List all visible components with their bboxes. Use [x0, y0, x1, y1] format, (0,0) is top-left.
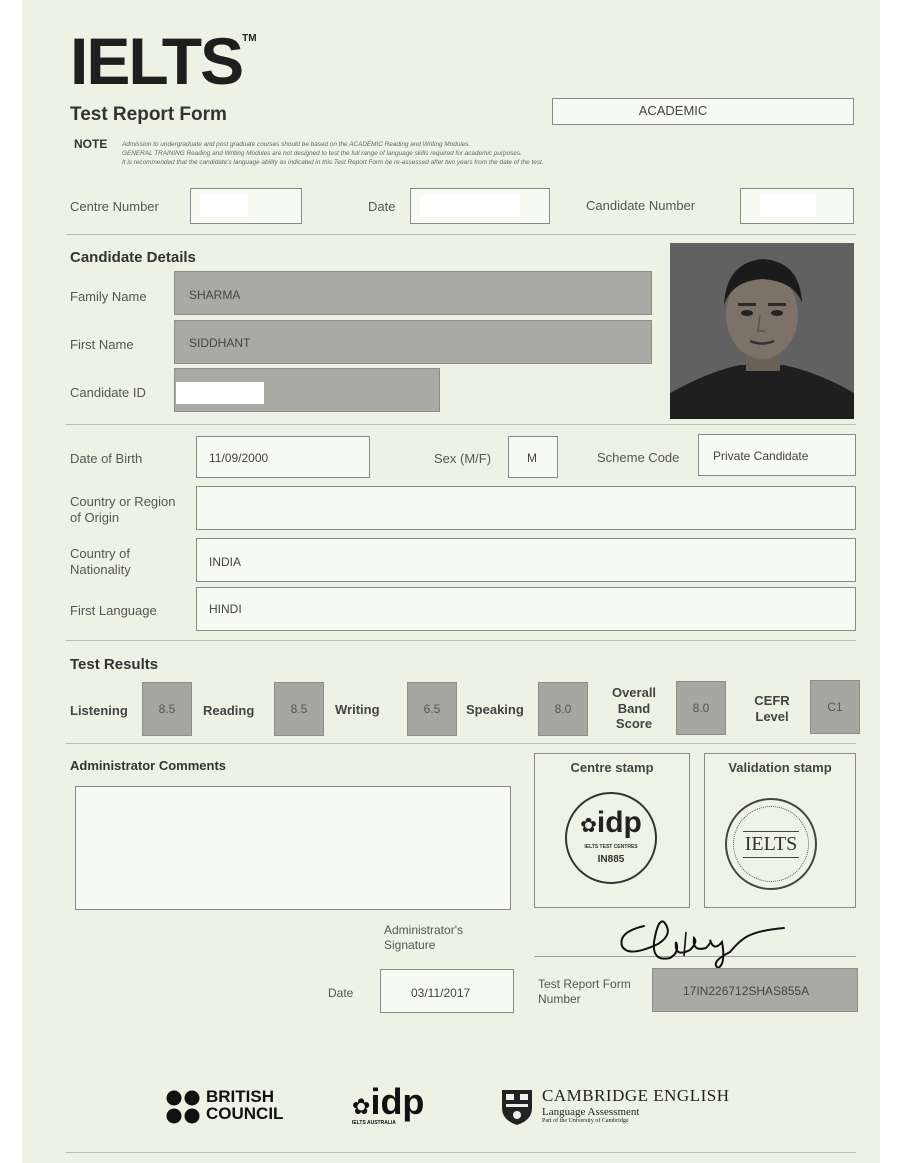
logo-text: IELTS — [70, 24, 243, 98]
ielts-seal — [725, 798, 817, 890]
listening-score: 8.5 — [142, 682, 192, 736]
test-results-title: Test Results — [70, 656, 159, 673]
note-label: NOTE — [74, 137, 108, 151]
writing-label: Writing — [335, 702, 380, 717]
cambridge-line: Language Assessment — [542, 1106, 640, 1118]
note-line: GENERAL TRAINING Reading and Writing Modules are not designed to test the full range of language skills required for academic purposes. — [122, 150, 522, 157]
cambridge-shield-icon — [500, 1088, 534, 1126]
country-origin-field — [196, 486, 856, 530]
first-name-label: First Name — [70, 337, 134, 352]
idp-stamp — [565, 792, 657, 884]
family-name-field — [174, 271, 652, 315]
dob-value: 11/09/2000 — [209, 451, 269, 465]
idp-swirl-icon: ✿ — [352, 1094, 371, 1119]
ielts-seal-text: IELTS — [743, 831, 800, 858]
first-language-label: First Language — [70, 603, 157, 618]
sex-label: Sex (M/F) — [434, 451, 492, 466]
listening-label: Listening — [70, 703, 128, 718]
country-origin-label — [70, 494, 176, 527]
speaking-score: 8.0 — [538, 682, 588, 736]
validation-stamp-box — [704, 753, 856, 908]
overall-label-line: Band — [617, 700, 651, 716]
british-council-dots-icon — [166, 1090, 202, 1126]
cambridge-text — [542, 1086, 729, 1124]
country-origin-label-line: Country or Region — [70, 494, 176, 509]
idp-stamp-sub: IELTS TEST CENTRES — [584, 844, 638, 850]
note-text — [122, 140, 822, 167]
cefr-level-value: C1 — [810, 680, 860, 734]
cambridge-line: CAMBRIDGE ENGLISH — [542, 1086, 730, 1105]
country-origin-label-line: of Origin — [70, 510, 120, 526]
idp-logo-mark — [352, 1081, 452, 1122]
dob-field — [196, 436, 370, 478]
speaking-label: Speaking — [466, 702, 524, 717]
date-label: Date — [368, 199, 396, 214]
centre-number-redaction — [200, 195, 248, 217]
sex-field — [508, 436, 558, 478]
logo-tm: TM — [242, 33, 257, 44]
first-name-field — [174, 320, 652, 364]
cambridge-english-logo — [500, 1086, 770, 1130]
nationality-label-line: Country of — [70, 546, 130, 561]
sex-value: M — [527, 451, 537, 465]
nationality-field — [196, 538, 856, 582]
candidate-details-title: Candidate Details — [70, 249, 196, 266]
scheme-code-value: Private Candidate — [713, 449, 809, 463]
footer-divider — [66, 1152, 856, 1153]
family-name-value: SHARMA — [189, 288, 241, 302]
british-council-text — [206, 1088, 283, 1122]
overall-band-label — [602, 685, 666, 732]
idp-swirl-icon: ✿ — [580, 815, 597, 837]
overall-band-score: 8.0 — [676, 681, 726, 735]
writing-score: 6.5 — [407, 682, 457, 736]
trf-label-line: Number — [538, 992, 581, 1006]
cambridge-line: Part of the University of Cambridge — [542, 1118, 629, 1124]
trf-number-field — [652, 968, 858, 1012]
idp-stamp-text: idp — [596, 806, 642, 839]
candidate-photo — [670, 243, 854, 419]
nationality-value: INDIA — [209, 555, 242, 569]
british-council-line: COUNCIL — [206, 1104, 284, 1123]
date-redaction — [420, 195, 520, 217]
cefr-label-line: Level — [755, 708, 789, 724]
idp-logo-sub: IELTS AUSTRALIA — [352, 1120, 396, 1126]
idp-stamp-code: IN885 — [597, 854, 625, 865]
candidate-id-label: Candidate ID — [70, 385, 146, 400]
idp-logo-text: idp — [370, 1081, 425, 1122]
centre-stamp-box — [534, 753, 690, 908]
module-box — [552, 98, 854, 125]
portrait-image — [670, 243, 854, 419]
dob-label: Date of Birth — [70, 451, 143, 466]
module-value: ACADEMIC — [638, 103, 708, 118]
centre-number-label: Centre Number — [70, 199, 159, 214]
divider — [66, 234, 856, 235]
scheme-code-field — [698, 434, 856, 476]
note-line: Admission to undergraduate and post graduate courses should be based on the ACADEMIC Reading and Writing Modules. — [122, 141, 471, 148]
family-name-label: Family Name — [70, 289, 147, 304]
ielts-logo — [70, 24, 257, 98]
overall-label-line: Score — [615, 716, 653, 732]
administrator-signature — [614, 912, 794, 972]
admin-comments-title: Administrator Comments — [70, 758, 227, 773]
ielts-seal-inner — [733, 806, 809, 882]
admin-date-field — [380, 969, 514, 1013]
admin-date-value: 03/11/2017 — [411, 986, 471, 1000]
trf-label-line: Test Report Form — [538, 977, 631, 991]
admin-signature-label — [384, 923, 463, 953]
british-council-line: BRITISH — [206, 1087, 274, 1106]
signature-label-line: Administrator's — [384, 923, 463, 937]
candidate-number-label: Candidate Number — [586, 198, 696, 213]
idp-stamp-logo — [567, 808, 655, 838]
validation-stamp-label: Validation stamp — [728, 760, 832, 775]
trf-number-label — [538, 977, 631, 1007]
first-name-value: SIDDHANT — [189, 336, 251, 350]
reading-label: Reading — [203, 703, 255, 718]
idp-logo — [352, 1081, 452, 1132]
divider — [66, 743, 856, 744]
scheme-code-label: Scheme Code — [597, 450, 680, 465]
divider — [66, 424, 856, 425]
first-language-value: HINDI — [209, 602, 242, 616]
centre-stamp-label: Centre stamp — [570, 760, 654, 775]
nationality-label-line: Nationality — [70, 562, 131, 578]
british-council-logo — [166, 1088, 296, 1128]
cefr-level-label — [744, 693, 800, 724]
overall-label-line: Overall — [611, 685, 657, 700]
test-report-form — [22, 0, 880, 1163]
form-title: Test Report Form — [70, 104, 227, 125]
signature-label-line: Signature — [384, 938, 436, 952]
nationality-label — [70, 546, 131, 579]
admin-comments-box — [75, 786, 511, 910]
divider — [66, 640, 856, 641]
reading-score: 8.5 — [274, 682, 324, 736]
admin-date-label: Date — [328, 986, 354, 1000]
candidate-number-redaction — [760, 195, 816, 217]
cefr-label-line: CEFR — [754, 693, 790, 708]
trf-number-value: 17IN226712SHAS855A — [683, 984, 810, 998]
note-line: It is recommended that the candidate's language ability as indicated in this Test Report Form be re-assessed after two years from the date of the test. — [122, 159, 544, 166]
first-language-field — [196, 587, 856, 631]
candidate-id-redaction — [176, 382, 264, 404]
